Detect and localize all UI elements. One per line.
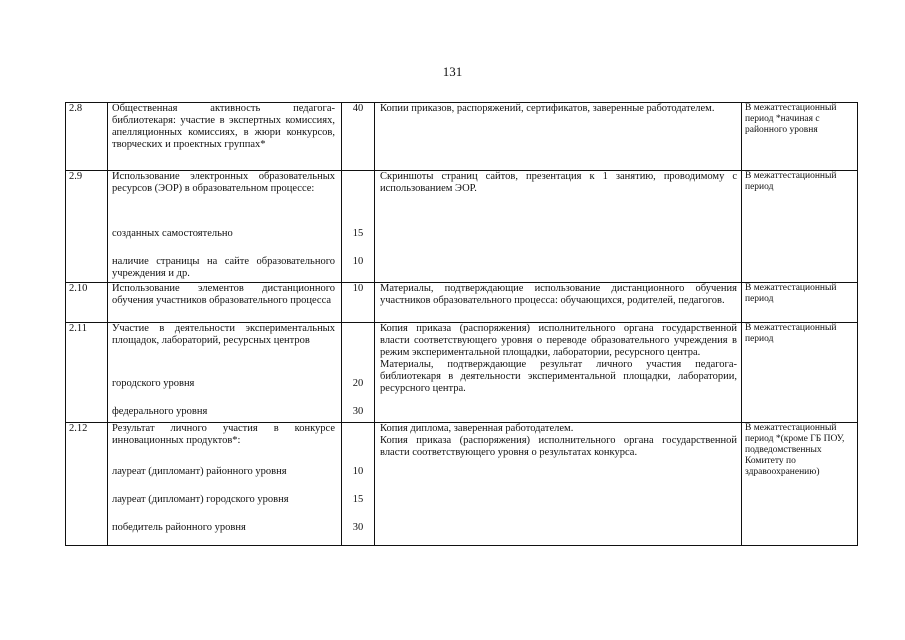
period-text: В межаттестационный период *(кроме ГБ ПОУ, подведомственных Комитету по здравоохранению) [745, 423, 845, 477]
row-number: 2.11 [66, 323, 108, 423]
score-value: 30 [352, 406, 364, 417]
criterion-subitem: созданных самостоятельно [112, 228, 233, 239]
score-value: 15 [352, 228, 364, 239]
row-number: 2.12 [66, 423, 108, 546]
row-number: 2.10 [66, 283, 108, 323]
criterion-subitem: победитель районного уровня [112, 522, 246, 533]
table-row [66, 171, 858, 283]
score-cell [342, 323, 375, 423]
documents-cell [375, 323, 742, 423]
criterion-subitem: лауреат (дипломант) городского уровня [112, 494, 289, 505]
criterion-cell [108, 283, 342, 323]
documents-text: Материалы, подтверждающие использование дистанционного обучения участников образовательного процесса: обучающихся, родителей, педагогов. [380, 283, 737, 306]
documents-text: Материалы, подтверждающие результат личного участия педагога-библиотекаря в деятельности экспериментальной площадки, лаборатории, ресурсного центра. [380, 359, 737, 394]
score-cell [342, 103, 375, 171]
documents-text: Копия диплома, заверенная работодателем. [380, 423, 574, 434]
score-value: 10 [352, 256, 364, 267]
criterion-text: Результат личного участия в конкурсе инновационных продуктов*: [112, 423, 335, 446]
score-cell [342, 171, 375, 283]
documents-cell [375, 423, 742, 546]
period-cell [742, 423, 858, 546]
criterion-cell [108, 103, 342, 171]
period-cell [742, 103, 858, 171]
score-value: 20 [352, 378, 364, 389]
score-value: 10 [352, 283, 364, 294]
period-cell [742, 323, 858, 423]
period-cell [742, 283, 858, 323]
period-text: В межаттестационный период [745, 283, 837, 304]
table-row [66, 423, 858, 546]
documents-text: Копия приказа (распоряжения) исполнительного органа государственной власти соответствующего уровня о переводе образовательного учреждения в режим экспериментальной площадки, лаборатории, ресурсного центра. [380, 323, 737, 358]
criterion-subitem: городского уровня [112, 378, 195, 389]
criterion-text: Общественная активность педагога-библиотекаря: участие в экспертных комиссиях, апелляционных комиссиях, в жюри конкурсов, творческих и проектных группах* [112, 103, 335, 150]
score-value: 15 [352, 494, 364, 505]
row-number: 2.9 [66, 171, 108, 283]
page-number: 131 [442, 64, 463, 79]
documents-cell [375, 283, 742, 323]
period-text: В межаттестационный период [745, 323, 837, 344]
row-number: 2.8 [66, 103, 108, 171]
criterion-cell [108, 423, 342, 546]
documents-text: Скриншоты страниц сайтов, презентация к 1 занятию, проводимому с использованием ЭОР. [380, 171, 737, 194]
table-row [66, 323, 858, 423]
criteria-table [65, 102, 858, 546]
criterion-cell [108, 171, 342, 283]
period-cell [742, 171, 858, 283]
documents-cell [375, 171, 742, 283]
table-row [66, 283, 858, 323]
criterion-subitem: наличие страницы на сайте образовательного учреждения и др. [112, 256, 335, 279]
score-cell [342, 423, 375, 546]
criterion-subitem: лауреат (дипломант) районного уровня [112, 466, 287, 477]
score-value: 40 [352, 103, 364, 114]
criterion-text: Использование электронных образовательных ресурсов (ЭОР) в образовательном процессе: [112, 171, 335, 194]
documents-text: Копия приказа (распоряжения) исполнительного органа государственной власти соответствующего уровня о результатах конкурса. [380, 435, 737, 458]
criterion-cell [108, 323, 342, 423]
table-row [66, 103, 858, 171]
period-text: В межаттестационный период *начиная с районного уровня [745, 103, 837, 135]
criterion-text: Участие в деятельности экспериментальных площадок, лабораторий, ресурсных центров [112, 323, 335, 346]
score-value: 10 [352, 466, 364, 477]
score-value: 30 [352, 522, 364, 533]
criterion-subitem: федерального уровня [112, 406, 208, 417]
period-text: В межаттестационный период [745, 171, 837, 192]
documents-cell [375, 103, 742, 171]
documents-text: Копии приказов, распоряжений, сертификатов, заверенные работодателем. [380, 103, 715, 114]
score-cell [342, 283, 375, 323]
criterion-text: Использование элементов дистанционного обучения участников образовательного процесса [112, 283, 335, 306]
